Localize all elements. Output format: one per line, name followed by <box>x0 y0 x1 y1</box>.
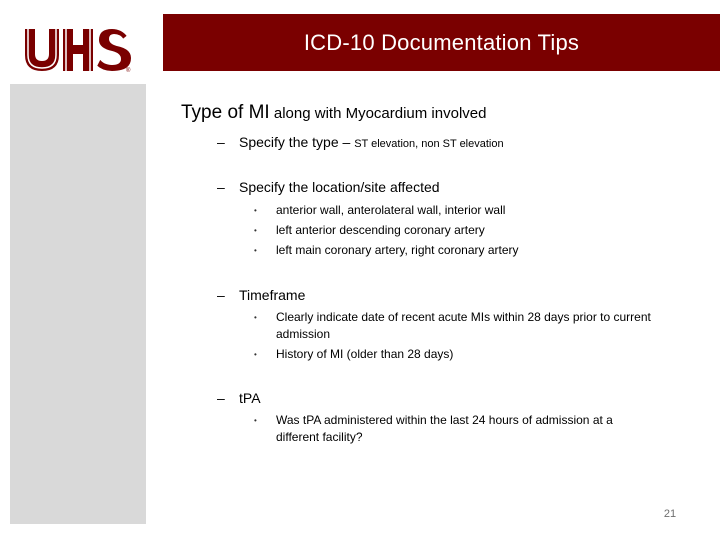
uhs-logo <box>22 22 134 74</box>
dash-marker: – <box>217 287 225 303</box>
section-type-detail: ST elevation, non ST elevation <box>354 138 504 150</box>
list-item-text: Clearly indicate date of recent acute MIs within 28 days prior to current admission <box>276 310 651 341</box>
list-item-text: left anterior descending coronary artery <box>276 223 485 237</box>
list-item-text: History of MI (older than 28 days) <box>276 347 454 361</box>
section-location-label: Specify the location/site affected <box>239 179 440 195</box>
section-tpa <box>217 390 261 406</box>
dash-marker: – <box>217 390 225 406</box>
dash-marker: – <box>217 134 225 150</box>
list-item-text: left main coronary artery, right coronary artery <box>276 243 519 257</box>
section-location <box>217 179 440 195</box>
heading-main: Type of MI <box>181 102 270 123</box>
slide-title: ICD-10 Documentation Tips <box>303 29 580 55</box>
bullet-marker: • <box>254 416 257 425</box>
uhs-logo-graphic <box>22 22 134 74</box>
bullet-marker: • <box>254 226 257 235</box>
list-item <box>254 412 654 446</box>
list-item <box>254 309 674 343</box>
list-item <box>254 242 674 259</box>
title-bar <box>163 14 720 71</box>
list-item-text: anterior wall, anterolateral wall, interior wall <box>276 203 506 217</box>
sidebar-panel <box>10 84 146 524</box>
list-item-text: Was tPA administered within the last 24 hours of admission at a different facility? <box>276 413 613 444</box>
registered-mark: ® <box>126 68 131 74</box>
list-item <box>254 222 674 239</box>
list-item <box>254 202 674 219</box>
dash-marker: – <box>217 179 225 195</box>
bullet-marker: • <box>254 246 257 255</box>
bullet-marker: • <box>254 313 257 322</box>
bullet-marker: • <box>254 206 257 215</box>
list-item <box>254 346 674 363</box>
slide-number: 21 <box>663 508 677 520</box>
main-heading <box>181 102 486 124</box>
section-timeframe-label: Timeframe <box>239 287 306 303</box>
section-tpa-label: tPA <box>239 390 261 406</box>
section-type-label: Specify the type – <box>239 134 355 150</box>
section-type <box>217 134 504 150</box>
bullet-marker: • <box>254 350 257 359</box>
section-timeframe <box>217 287 305 303</box>
heading-sub: along with Myocardium involved <box>269 105 487 122</box>
